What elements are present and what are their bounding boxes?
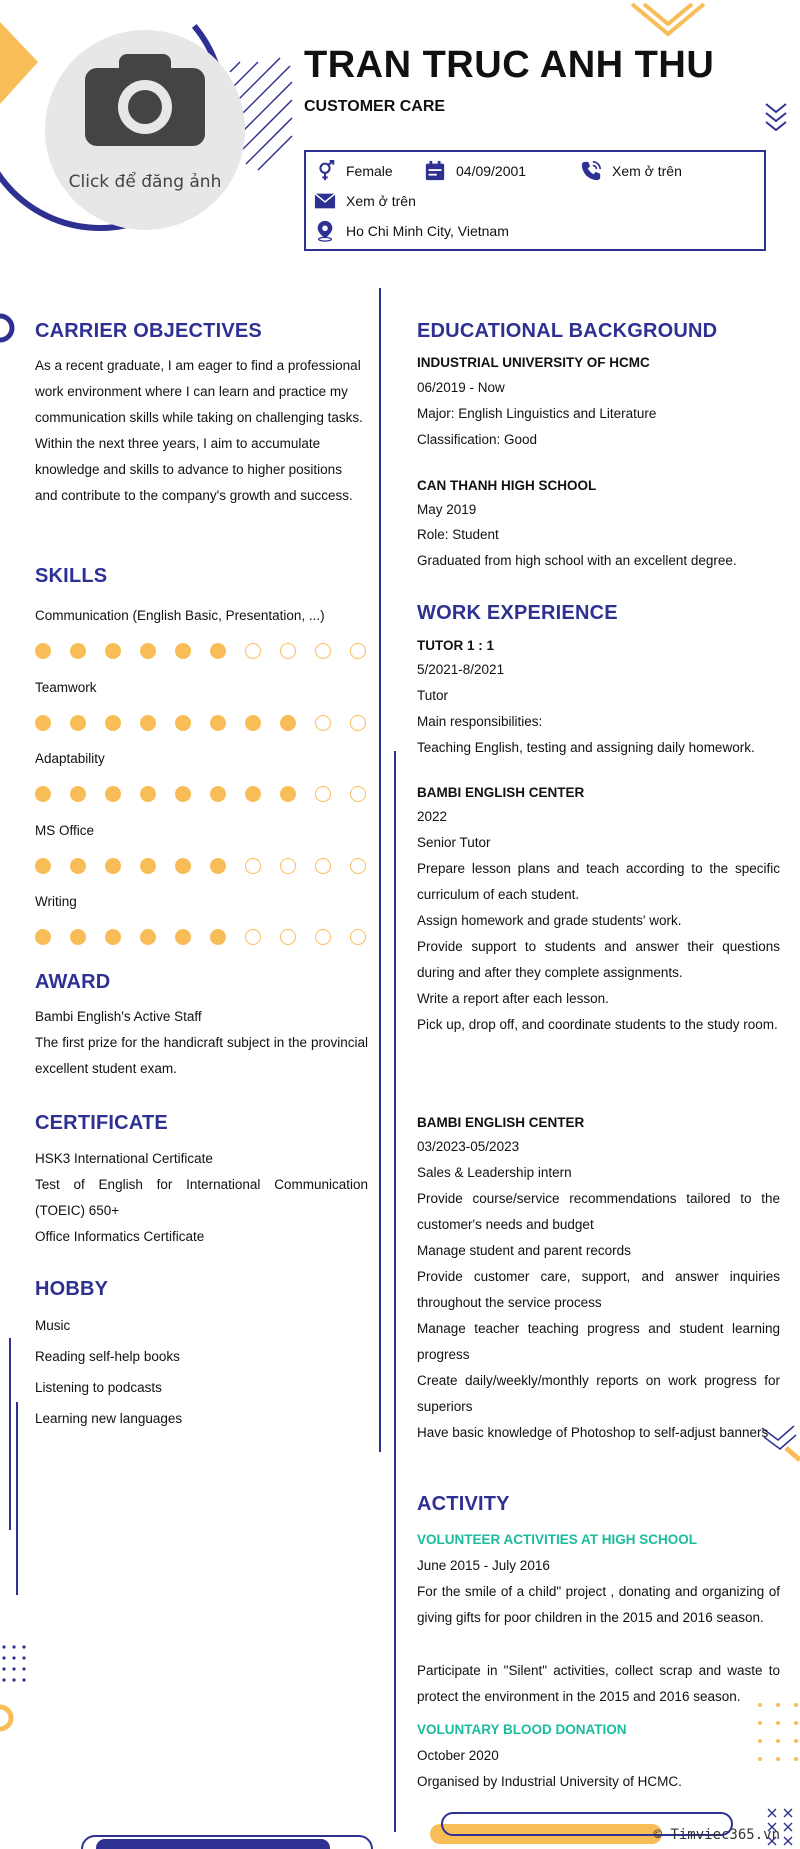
hobby-item: Music bbox=[35, 1318, 71, 1333]
award-title: AWARD bbox=[35, 971, 111, 993]
rating-dot-filled bbox=[140, 929, 156, 945]
experience-detail: Manage teacher teaching progress and student learning progress bbox=[417, 1321, 780, 1362]
objectives-title: CARRIER OBJECTIVES bbox=[35, 320, 262, 342]
avatar-upload[interactable] bbox=[45, 30, 245, 230]
activity-name: VOLUNTEER ACTIVITIES AT HIGH SCHOOL bbox=[417, 1532, 698, 1547]
education-time: 06/2019 - Now bbox=[417, 380, 505, 395]
candidate-name: TRAN TRUC ANH THU bbox=[304, 44, 715, 86]
experience-detail: Provide course/service recommendations tailored to the customer's needs and budget bbox=[417, 1191, 780, 1232]
skill-rating bbox=[35, 715, 366, 731]
activity-time: June 2015 - July 2016 bbox=[417, 1558, 550, 1573]
rating-dot-filled bbox=[140, 858, 156, 874]
rating-dot-empty bbox=[350, 786, 366, 802]
rating-dot-filled bbox=[210, 858, 226, 874]
education-title: EDUCATIONAL BACKGROUND bbox=[417, 320, 718, 342]
rating-dot-filled bbox=[105, 858, 121, 874]
birthday-field bbox=[424, 160, 526, 182]
activity-detail: For the smile of a child" project , donating and organizing of giving gifts for poor children in the 2015 and 2016 season. bbox=[417, 1584, 780, 1625]
skill-rating bbox=[35, 929, 366, 945]
skill-label: MS Office bbox=[35, 822, 95, 838]
rating-dot-filled bbox=[35, 643, 51, 659]
rating-dot-filled bbox=[175, 929, 191, 945]
rating-dot-filled bbox=[140, 786, 156, 802]
skill-rating bbox=[35, 858, 366, 874]
experience-role: Senior Tutor bbox=[417, 835, 491, 850]
experience-company: TUTOR 1 : 1 bbox=[417, 638, 495, 653]
rating-dot-filled bbox=[35, 929, 51, 945]
objectives-text: As a recent graduate, I am eager to find a professional work environment where I can learn and practice my communication skills while taking on challenging tasks. Within the next three years, I aim to accumulate knowledge and skills to advance to higher positions and contribute to the company's growth and success. bbox=[35, 358, 363, 503]
hobby-title: HOBBY bbox=[35, 1278, 109, 1300]
education-school: INDUSTRIAL UNIVERSITY OF HCMC bbox=[417, 355, 650, 370]
hobby-item: Listening to podcasts bbox=[35, 1380, 162, 1395]
experience-detail: Teaching English, testing and assigning daily homework. bbox=[417, 740, 755, 755]
rating-dot-empty bbox=[280, 929, 296, 945]
certificate-title: CERTIFICATE bbox=[35, 1112, 168, 1134]
education-detail: Classification: Good bbox=[417, 432, 538, 447]
rating-dot-filled bbox=[245, 786, 261, 802]
experience-detail: Main responsibilities: bbox=[417, 714, 543, 729]
activity-detail: Participate in "Silent" activities, collect scrap and waste to protect the environment in the 2015 and 2016 season. bbox=[417, 1663, 780, 1704]
experience-time: 03/2023-05/2023 bbox=[417, 1139, 520, 1154]
skill-rating bbox=[35, 786, 366, 802]
rating-dot-filled bbox=[280, 786, 296, 802]
rating-dot-filled bbox=[35, 786, 51, 802]
rating-dot-empty bbox=[245, 858, 261, 874]
rating-dot-empty bbox=[245, 929, 261, 945]
experience-company: BAMBI ENGLISH CENTER bbox=[417, 1115, 585, 1130]
location-pin-icon bbox=[314, 220, 336, 242]
rating-dot-empty bbox=[315, 858, 331, 874]
photo-upload-label: Click để đăng ảnh bbox=[68, 172, 222, 192]
activity-name: VOLUNTARY BLOOD DONATION bbox=[417, 1722, 627, 1737]
rating-dot-empty bbox=[350, 715, 366, 731]
certificate-item: Test of English for International Communication (TOEIC) 650+ bbox=[35, 1177, 368, 1218]
activity-detail: Organised by Industrial University of HCMC. bbox=[417, 1774, 682, 1789]
position-title: CUSTOMER CARE bbox=[304, 98, 446, 115]
rating-dot-filled bbox=[105, 643, 121, 659]
rating-dot-filled bbox=[175, 643, 191, 659]
skill-label: Communication (English Basic, Presentation, ...) bbox=[35, 608, 325, 623]
rating-dot-filled bbox=[210, 786, 226, 802]
birthday-value: 04/09/2001 bbox=[456, 163, 527, 179]
rating-dot-empty bbox=[315, 715, 331, 731]
education-detail: Role: Student bbox=[417, 527, 499, 542]
rating-dot-filled bbox=[245, 715, 261, 731]
calendar-icon bbox=[424, 160, 446, 182]
education-time: May 2019 bbox=[417, 502, 477, 517]
experience-role: Tutor bbox=[417, 688, 449, 703]
education-school: CAN THANH HIGH SCHOOL bbox=[417, 478, 597, 493]
experience-detail: Have basic knowledge of Photoshop to self-adjust banners bbox=[417, 1425, 769, 1440]
rating-dot-filled bbox=[105, 715, 121, 731]
rating-dot-filled bbox=[210, 929, 226, 945]
certificate-item: Office Informatics Certificate bbox=[35, 1229, 205, 1244]
rating-dot-filled bbox=[175, 858, 191, 874]
skill-label: Writing bbox=[35, 894, 77, 909]
rating-dot-filled bbox=[280, 715, 296, 731]
education-detail: Graduated from high school with an excellent degree. bbox=[417, 553, 737, 568]
rating-dot-empty bbox=[315, 929, 331, 945]
email-value: Xem ở trên bbox=[346, 193, 416, 209]
education-detail: Major: English Linguistics and Literature bbox=[417, 406, 657, 421]
certificate-item: HSK3 International Certificate bbox=[35, 1151, 213, 1166]
rating-dot-empty bbox=[350, 929, 366, 945]
rating-dot-empty bbox=[315, 786, 331, 802]
gender-field bbox=[314, 160, 393, 182]
email-field bbox=[314, 190, 416, 212]
skill-rating bbox=[35, 643, 366, 659]
phone-field bbox=[580, 160, 682, 182]
skill-label: Adaptability bbox=[35, 751, 105, 766]
experience-detail: Pick up, drop off, and coordinate students to the study room. bbox=[417, 1017, 778, 1032]
experience-detail: Create daily/weekly/monthly reports on work progress for superiors bbox=[417, 1373, 780, 1414]
rating-dot-filled bbox=[35, 858, 51, 874]
experience-detail: Write a report after each lesson. bbox=[417, 991, 609, 1006]
experience-detail: Provide customer care, support, and answer inquiries throughout the service process bbox=[417, 1269, 780, 1310]
rating-dot-empty bbox=[350, 858, 366, 874]
hobby-item: Learning new languages bbox=[35, 1411, 183, 1426]
phone-icon bbox=[580, 160, 602, 182]
rating-dot-filled bbox=[35, 715, 51, 731]
experience-detail: Prepare lesson plans and teach according to the specific curriculum of each student. bbox=[417, 861, 780, 902]
skill-label: Teamwork bbox=[35, 679, 97, 695]
activity-time: October 2020 bbox=[417, 1748, 499, 1763]
rating-dot-filled bbox=[210, 643, 226, 659]
rating-dot-empty bbox=[280, 858, 296, 874]
rating-dot-filled bbox=[105, 786, 121, 802]
award-item: The first prize for the handicraft subject in the provincial excellent student exam. bbox=[35, 1035, 368, 1076]
skills-title: SKILLS bbox=[35, 565, 108, 587]
experience-title: WORK EXPERIENCE bbox=[417, 602, 618, 624]
camera-icon bbox=[85, 50, 205, 150]
gender-icon bbox=[314, 160, 336, 182]
rating-dot-filled bbox=[175, 715, 191, 731]
rating-dot-filled bbox=[210, 715, 226, 731]
contact-info-box bbox=[304, 150, 766, 251]
activity-title: ACTIVITY bbox=[417, 1493, 510, 1515]
rating-dot-filled bbox=[70, 643, 86, 659]
rating-dot-filled bbox=[70, 715, 86, 731]
watermark: © Timviec365.vn bbox=[653, 1827, 780, 1843]
experience-detail: Provide support to students and answer their questions during and after they complete assignments. bbox=[417, 939, 780, 980]
address-field bbox=[314, 220, 509, 242]
rating-dot-filled bbox=[70, 858, 86, 874]
award-item: Bambi English's Active Staff bbox=[35, 1009, 202, 1024]
rating-dot-filled bbox=[140, 715, 156, 731]
email-icon bbox=[314, 190, 336, 212]
experience-detail: Assign homework and grade students' work. bbox=[417, 913, 682, 928]
phone-value: Xem ở trên bbox=[612, 163, 682, 179]
rating-dot-empty bbox=[245, 643, 261, 659]
rating-dot-filled bbox=[70, 929, 86, 945]
rating-dot-filled bbox=[70, 786, 86, 802]
experience-company: BAMBI ENGLISH CENTER bbox=[417, 785, 585, 800]
rating-dot-filled bbox=[105, 929, 121, 945]
experience-time: 2022 bbox=[417, 809, 448, 824]
rating-dot-filled bbox=[140, 643, 156, 659]
experience-role: Sales & Leadership intern bbox=[417, 1165, 572, 1180]
experience-time: 5/2021-8/2021 bbox=[417, 662, 505, 677]
hobby-item: Reading self-help books bbox=[35, 1349, 180, 1364]
rating-dot-empty bbox=[280, 643, 296, 659]
rating-dot-empty bbox=[315, 643, 331, 659]
gender-value: Female bbox=[346, 163, 393, 179]
rating-dot-empty bbox=[350, 643, 366, 659]
rating-dot-filled bbox=[175, 786, 191, 802]
address-value: Ho Chi Minh City, Vietnam bbox=[346, 223, 509, 239]
experience-detail: Manage student and parent records bbox=[417, 1243, 631, 1258]
